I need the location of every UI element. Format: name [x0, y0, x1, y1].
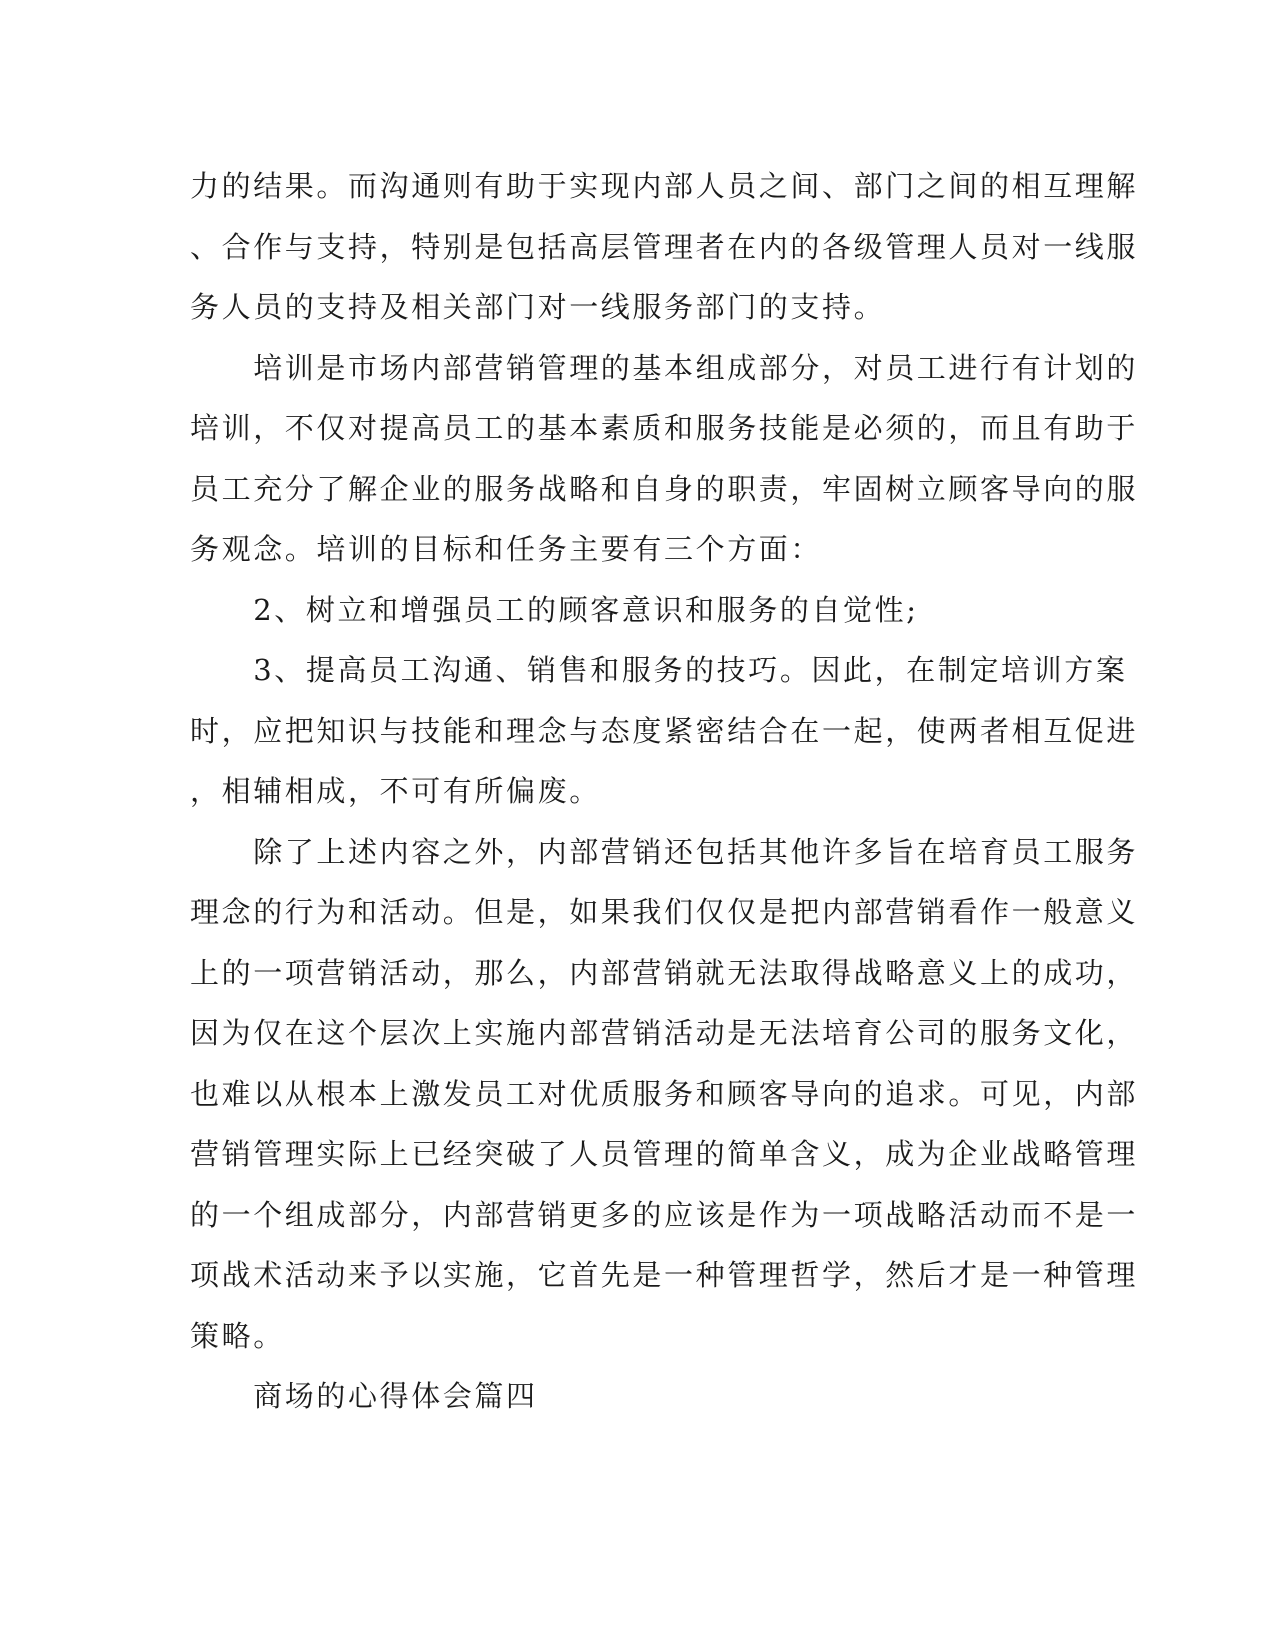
text-line: 上的一项营销活动，那么，内部营销就无法取得战略意义上的成功，: [190, 955, 1139, 990]
body-text: [190, 156, 1139, 1427]
text-line: 营销管理实际上已经突破了人员管理的简单含义，成为企业战略管理: [190, 1137, 1139, 1171]
text-line: 除了上述内容之外，内部营销还包括其他许多旨在培育员工服务: [190, 834, 1139, 869]
text-line: 务人员的支持及相关部门对一线服务部门的支持。: [190, 290, 886, 324]
text-line: 3、提高员工沟通、销售和服务的技巧。因此，在制定培训方案: [190, 653, 1128, 687]
text-line: 策略。: [190, 1318, 285, 1353]
text-line: ，相辅相成，不可有所偏废。: [190, 774, 601, 808]
text-line: 也难以从根本上激发员工对优质服务和顾客导向的追求。可见，内部: [190, 1076, 1139, 1111]
text-line: 培训，不仅对提高员工的基本素质和服务技能是必须的，而且有助于: [190, 411, 1139, 445]
text-line: 因为仅在这个层次上实施内部营销活动是无法培育公司的服务文化，: [190, 1016, 1139, 1050]
text-line: 员工充分了解企业的服务战略和自身的职责，牢固树立顾客导向的服: [190, 471, 1139, 506]
text-line: 项战术活动来予以实施，它首先是一种管理哲学，然后才是一种管理: [190, 1258, 1139, 1292]
text-line: 培训是市场内部营销管理的基本组成部分，对员工进行有计划的: [190, 350, 1139, 385]
text-line: 力的结果。而沟通则有助于实现内部人员之间、部门之间的相互理解: [190, 169, 1139, 203]
text-line: 理念的行为和活动。但是，如果我们仅仅是把内部营销看作一般意义: [190, 895, 1139, 929]
section-heading: 商场的心得体会篇四: [190, 1379, 538, 1413]
text-line: 2、树立和增强员工的顾客意识和服务的自觉性;: [190, 592, 919, 627]
text-line: 时，应把知识与技能和理念与态度紧密结合在一起，使两者相互促进: [190, 713, 1139, 748]
text-line: 、合作与支持，特别是包括高层管理者在内的各级管理人员对一线服: [190, 229, 1139, 264]
text-line: 务观念。培训的目标和任务主要有三个方面：: [190, 532, 823, 566]
text-line: 的一个组成部分，内部营销更多的应该是作为一项战略活动而不是一: [190, 1197, 1139, 1232]
